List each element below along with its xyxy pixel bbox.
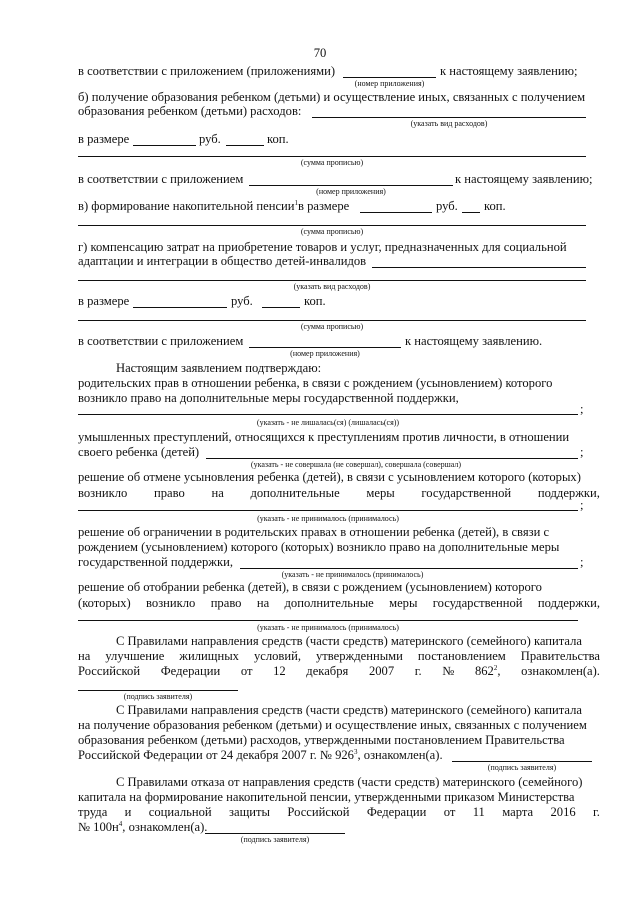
text-line: в соответствии с приложением (приложениями) <box>78 64 336 78</box>
text-line: рождением (усыновлением) которого (которых) возникло право на дополнительные меры <box>78 540 560 554</box>
text-line: капитала на формирование накопительной пенсии, утвержденными приказом Министерства <box>78 790 575 804</box>
text-line: образования ребенком (детьми) расходов: <box>78 104 302 118</box>
blank-field <box>78 156 586 157</box>
text-line: в соответствии с приложением <box>78 172 244 186</box>
text-line: к настоящему заявлению; <box>440 64 578 78</box>
text-line: государственной поддержки, <box>78 555 233 569</box>
text-line: в соответствии с приложением <box>78 334 244 348</box>
blank-field <box>206 458 578 459</box>
field-hint: (указать - не принималось (принималось) <box>257 623 399 632</box>
text-line: коп. <box>484 199 506 213</box>
text-line: на получение образования ребенком (детьми) и осуществление иных, связанных с получением <box>78 718 587 732</box>
justified-line: (которых) возникло право на дополнительные меры государственной поддержки, <box>78 596 600 610</box>
justified-line: возникло право на дополнительные меры государственной поддержки, <box>78 486 600 500</box>
text-line: С Правилами направления средств (части средств) материнского (семейного) капитала <box>116 703 583 717</box>
field-hint: (номер приложения) <box>316 187 386 196</box>
justified-line: на улучшение жилищных условий, утвержденными постановлением Правительства <box>78 649 600 663</box>
field-hint: (подпись заявителя) <box>240 835 310 844</box>
blank-field <box>78 620 578 621</box>
blank-field <box>240 568 578 569</box>
text-line: б) получение образования ребенком (детьми) и осуществление иных, связанных с получением <box>78 90 586 104</box>
text-line: адаптации и интеграции в общество детей-инвалидов <box>78 254 367 268</box>
field-hint: (номер приложения) <box>354 79 425 88</box>
text-line: в размере <box>78 294 130 308</box>
signature-line <box>452 761 592 762</box>
blank-field <box>262 307 300 308</box>
field-hint: (сумма прописью) <box>300 322 364 331</box>
signature-line <box>205 833 345 834</box>
text-line: решение об ограничении в родительских правах в отношении ребенка (детей), в связи с <box>78 525 550 539</box>
text-line: в размере <box>78 132 130 146</box>
text-line: Российской Федерации от 24 декабря 2007 г. № $926^3$, ознакомлен(а). <box>78 747 443 762</box>
text-line: своего ребенка (детей) <box>78 445 200 459</box>
text-line: № $100н^4$, ознакомлен(а). <box>78 819 208 834</box>
blank-field <box>249 185 453 186</box>
text-line: С Правилами отказа от направления средств (части средств) материнского (семейного) <box>116 775 583 789</box>
text-line: Настоящим заявлением подтверждаю: <box>116 361 322 375</box>
text-line: г) компенсацию затрат на приобретение товаров и услуг, предназначенных для социальной <box>78 240 567 254</box>
signature-line <box>78 690 238 691</box>
blank-field <box>78 320 586 321</box>
field-hint: (сумма прописью) <box>300 158 364 167</box>
text-line: к настоящему заявлению; <box>455 172 593 186</box>
blank-field <box>78 510 578 511</box>
text-line: ; <box>580 402 584 416</box>
blank-field <box>372 267 586 268</box>
field-hint: (указать - не принималось (принималось) <box>257 514 399 523</box>
text-line: коп. <box>304 294 326 308</box>
text-line: руб. <box>231 294 253 308</box>
field-hint: (указать - не принималось (принималось) <box>281 570 424 579</box>
text-line: С Правилами направления средств (части средств) материнского (семейного) капитала <box>116 634 583 648</box>
page-number: 70 <box>313 46 327 60</box>
text-line: возникло право на дополнительные меры государственной поддержки, <box>78 391 459 405</box>
text-line: решение об отмене усыновления ребенка (детей), в связи с усыновлением которого (которых) <box>78 470 581 484</box>
field-hint: (подпись заявителя) <box>123 692 193 701</box>
text-line: ; <box>580 498 584 512</box>
text-line: в) формирование накопительной пенсии$^1$в размере <box>78 198 350 213</box>
justified-line: труда и социальной защиты Российской Федерации от 11 марта 2016 г. <box>78 805 600 819</box>
text-line: умышленных преступлений, относящихся к преступлениям против личности, в отношении <box>78 430 570 444</box>
blank-field <box>78 280 586 281</box>
blank-field <box>312 117 586 118</box>
blank-field <box>343 77 436 78</box>
text-line: решение об отобрании ребенка (детей), в связи с рождением (усыновлением) которого <box>78 580 542 594</box>
field-hint: (указать - не совершала (не совершал), совершала (совершал) <box>250 460 462 469</box>
blank-field <box>462 212 480 213</box>
text-line: родительских прав в отношении ребенка, в связи с рождением (усыновлением) которого <box>78 376 553 390</box>
text-line: образования ребенком (детьми) расходов, утвержденными постановлением Правительства <box>78 733 565 747</box>
blank-field <box>78 414 578 415</box>
justified-line: Российской Федерации от 12 декабря 2007 г. № $862^2$, ознакомлен(а). <box>78 663 600 678</box>
text-line: коп. <box>267 132 289 146</box>
blank-field <box>249 347 401 348</box>
field-hint: (номер приложения) <box>290 349 360 358</box>
text-line: ; <box>580 555 584 569</box>
blank-field <box>133 145 196 146</box>
text-line: ; <box>580 445 584 459</box>
blank-field <box>226 145 264 146</box>
field-hint: (указать вид расходов) <box>293 282 371 291</box>
field-hint: (подпись заявителя) <box>487 763 557 772</box>
text-line: к настоящему заявлению. <box>405 334 543 348</box>
field-hint: (указать вид расходов) <box>410 119 488 128</box>
blank-field <box>133 307 227 308</box>
blank-field <box>360 212 432 213</box>
field-hint: (сумма прописью) <box>300 227 364 236</box>
text-line: руб. <box>199 132 221 146</box>
blank-field <box>78 225 586 226</box>
field-hint: (указать - не лишалась(ся) (лишалась(ся)) <box>256 418 400 427</box>
text-line: руб. <box>436 199 458 213</box>
